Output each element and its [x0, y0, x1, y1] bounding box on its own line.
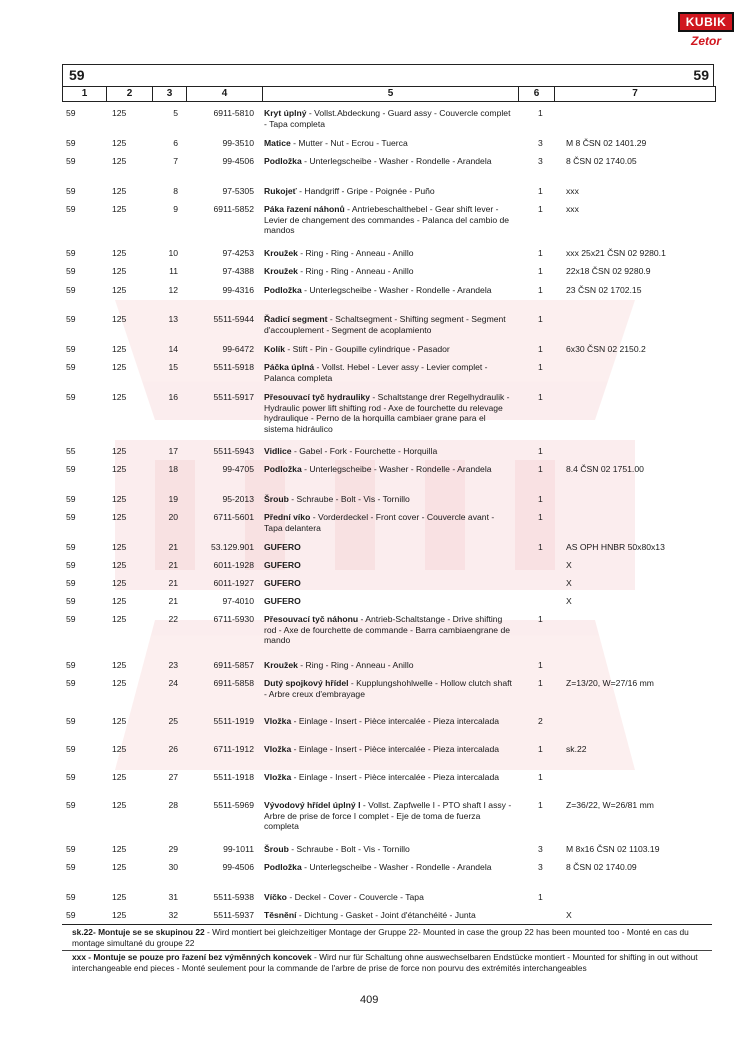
part-description: - Antrieb-Schaltstange - Drive shifting rod - Axe de fourchette de commande - Barra cambiaengrane de mando — [264, 614, 511, 645]
part-description: - Vollst. Hebel - Lever assy - Levier complet - Palanca completa — [264, 362, 488, 383]
kubik-logo-text: KUBIK — [678, 12, 734, 32]
part-name: Podložka — [264, 156, 302, 166]
description — [264, 716, 514, 727]
position-number: 20 — [168, 512, 178, 522]
description — [264, 204, 514, 236]
position-number: 19 — [168, 494, 178, 504]
part-description: - Antriebeschalthebel - Gear shift lever - Levier de changement des commandes - Palanca del cambio de mandos — [264, 204, 510, 235]
position-number: 6 — [173, 138, 178, 148]
part-name: Rukojeť — [264, 186, 297, 196]
part-name: Přesouvací tyč náhonu — [264, 614, 359, 624]
page-number: 409 — [360, 994, 379, 1006]
col2-value: 125 — [112, 910, 127, 920]
table-bottom-rule — [62, 924, 712, 925]
quantity: 1 — [538, 392, 543, 402]
part-number: 6911-5810 — [213, 108, 254, 118]
description — [264, 560, 514, 571]
col2-value: 125 — [112, 494, 127, 504]
position-number: 28 — [168, 800, 178, 810]
note: M 8x16 ČSN 02 1103.19 — [566, 844, 660, 854]
part-number: 6011-1927 — [213, 578, 254, 588]
col-header-5: 5 — [263, 87, 519, 101]
col-header-7: 7 — [632, 88, 638, 99]
part-number: 95-2013 — [222, 494, 254, 504]
note: X — [566, 560, 572, 570]
part-name: Víčko — [264, 892, 287, 902]
quantity: 1 — [538, 542, 543, 552]
col1-value: 59 — [66, 862, 76, 872]
footnote-sk22-text: - Wird montiert bei gleichzeitiger Montage der Gruppe 22- Mounted in case the group 22 has been mounted too - Monté en cas du montage simultané du groupe 22 — [72, 927, 689, 948]
part-number: 99-4506 — [222, 156, 254, 166]
col2-value: 125 — [112, 156, 127, 166]
col2-value: 125 — [112, 678, 127, 688]
position-number: 7 — [173, 156, 178, 166]
col2-value: 125 — [112, 512, 127, 522]
quantity: 1 — [538, 108, 543, 118]
description — [264, 614, 514, 646]
quantity: 1 — [538, 772, 543, 782]
part-name: Kolík — [264, 344, 286, 354]
description — [264, 362, 514, 383]
position-number: 18 — [168, 464, 178, 474]
description — [264, 862, 514, 873]
description — [264, 744, 514, 755]
part-number: 5511-5937 — [213, 910, 254, 920]
part-name: Kroužek — [264, 660, 298, 670]
description — [264, 578, 514, 589]
col1-value: 59 — [66, 266, 76, 276]
col2-value: 125 — [112, 186, 127, 196]
position-number: 12 — [168, 285, 178, 295]
part-description: - Unterlegscheibe - Washer - Rondelle - Arandela — [301, 862, 492, 872]
footnote-xxx — [72, 952, 712, 973]
col-header-1: 1 — [63, 87, 107, 101]
part-name: GUFERO — [264, 542, 301, 552]
part-number: 5511-5943 — [213, 446, 254, 456]
position-number: 24 — [168, 678, 178, 688]
col1-value: 59 — [66, 464, 76, 474]
part-name: Řadicí segment — [264, 314, 328, 324]
part-number: 99-6472 — [222, 344, 254, 354]
col2-value: 125 — [112, 362, 127, 372]
position-number: 32 — [168, 910, 178, 920]
position-number: 10 — [168, 248, 178, 258]
part-description: - Dichtung - Gasket - Joint d'étanchéité - Junta — [296, 910, 476, 920]
col-header-6: 6 — [519, 87, 555, 101]
col1-value: 59 — [66, 800, 76, 810]
part-number: 5511-5969 — [213, 800, 254, 810]
part-name: Podložka — [264, 285, 302, 295]
position-number: 21 — [168, 596, 178, 606]
note: xxx — [566, 186, 579, 196]
col2-value: 125 — [112, 614, 127, 624]
description — [264, 800, 514, 832]
quantity: 3 — [538, 862, 543, 872]
part-description: - Vorderdeckel - Front cover - Couvercle avant - Tapa delantera — [264, 512, 495, 533]
position-number: 25 — [168, 716, 178, 726]
col2-value: 125 — [112, 204, 127, 214]
col1-value: 59 — [66, 362, 76, 372]
description — [264, 392, 514, 434]
note: X — [566, 578, 572, 588]
part-description: - Ring - Ring - Anneau - Anillo — [297, 660, 414, 670]
position-number: 17 — [168, 446, 178, 456]
footnote-sk22 — [72, 927, 712, 948]
note: sk.22 — [566, 744, 587, 754]
description — [264, 892, 514, 903]
quantity: 1 — [538, 512, 543, 522]
position-number: 15 — [168, 362, 178, 372]
col1-value: 59 — [66, 494, 76, 504]
part-description: - Einlage - Insert - Pièce intercalée - Pieza intercalada — [291, 772, 500, 782]
quantity: 1 — [538, 344, 543, 354]
col1-value: 59 — [66, 614, 76, 624]
part-number: 97-5305 — [222, 186, 254, 196]
col1-value: 59 — [66, 910, 76, 920]
description — [264, 138, 514, 149]
description — [264, 186, 514, 197]
description — [264, 266, 514, 277]
part-name: Vývodový hřídel úplný I — [264, 800, 361, 810]
position-number: 21 — [168, 542, 178, 552]
note: 8.4 ČSN 02 1751.00 — [566, 464, 644, 474]
part-name: Kroužek — [264, 248, 298, 258]
quantity: 1 — [538, 494, 543, 504]
part-number: 99-1011 — [223, 844, 254, 854]
col1-value: 59 — [66, 716, 76, 726]
part-name: Přesouvací tyč hydrauliky — [264, 392, 371, 402]
part-number: 97-4253 — [222, 248, 254, 258]
part-description: - Mutter - Nut - Ecrou - Tuerca — [290, 138, 408, 148]
description — [264, 108, 514, 129]
col1-value: 55 — [66, 446, 76, 456]
description — [264, 464, 514, 475]
part-description: - Schraube - Bolt - Vis - Tornillo — [288, 844, 410, 854]
part-number: 99-4316 — [222, 285, 254, 295]
part-number: 6711-5930 — [213, 614, 254, 624]
note: M 8 ČSN 02 1401.29 — [566, 138, 647, 148]
part-description: - Schraube - Bolt - Vis - Tornillo — [288, 494, 410, 504]
part-name: Šroub — [264, 844, 289, 854]
quantity: 1 — [538, 892, 543, 902]
col2-value: 125 — [112, 446, 127, 456]
part-name: Páka řazení náhonů — [264, 204, 345, 214]
col2-value: 125 — [112, 862, 127, 872]
col2-value: 125 — [112, 772, 127, 782]
col2-value: 125 — [112, 108, 127, 118]
col1-value: 59 — [66, 248, 76, 258]
kubik-zetor-logo — [678, 12, 734, 60]
description — [264, 344, 514, 355]
part-description: - Stift - Pin - Goupille cylindrique - Pasador — [285, 344, 450, 354]
description — [264, 248, 514, 259]
col1-value: 59 — [66, 138, 76, 148]
quantity: 1 — [538, 266, 543, 276]
quantity: 1 — [538, 446, 543, 456]
description — [264, 512, 514, 533]
part-name: Matice — [264, 138, 291, 148]
note: xxx — [566, 204, 579, 214]
part-name: Těsnění — [264, 910, 297, 920]
position-number: 31 — [168, 892, 178, 902]
position-number: 23 — [168, 660, 178, 670]
part-number: 6911-5852 — [213, 204, 254, 214]
part-name: Podložka — [264, 464, 302, 474]
group-number-right: 59 — [693, 67, 709, 83]
quantity: 1 — [538, 660, 543, 670]
part-description: - Unterlegscheibe - Washer - Rondelle - Arandela — [301, 285, 492, 295]
col1-value: 59 — [66, 560, 76, 570]
part-description: - Schaltsegment - Shifting segment - Segment d'accouplement - Segment de acoplamiento — [264, 314, 506, 335]
col2-value: 125 — [112, 744, 127, 754]
part-description: - Unterlegscheibe - Washer - Rondelle - Arandela — [301, 464, 492, 474]
part-number: 97-4388 — [222, 266, 254, 276]
position-number: 21 — [168, 560, 178, 570]
col1-value: 59 — [66, 660, 76, 670]
quantity: 1 — [538, 362, 543, 372]
part-name: Šroub — [264, 494, 289, 504]
quantity: 1 — [538, 314, 543, 324]
quantity: 1 — [538, 248, 543, 258]
col2-value: 125 — [112, 542, 127, 552]
col2-value: 125 — [112, 248, 127, 258]
col1-value: 59 — [66, 314, 76, 324]
part-name: Kryt úplný — [264, 108, 307, 118]
col2-value: 125 — [112, 392, 127, 402]
footnote-xxx-text: - Wird nur für Schaltung ohne auswechselbaren Endstücke montiert - Mounted for shifting in out without interchangeable end pieces - Monté seulement pour la commande de l'arbre de prise de force non pourvu des extrémités interchangeables — [72, 952, 698, 973]
description — [264, 446, 514, 457]
note: X — [566, 596, 572, 606]
group-header — [62, 64, 714, 87]
col1-value: 59 — [66, 344, 76, 354]
part-number: 6911-5858 — [213, 678, 254, 688]
part-name: Přední víko — [264, 512, 311, 522]
note: X — [566, 910, 572, 920]
part-name: Kroužek — [264, 266, 298, 276]
col1-value: 59 — [66, 186, 76, 196]
part-number: 5511-5917 — [213, 392, 254, 402]
position-number: 5 — [173, 108, 178, 118]
position-number: 22 — [168, 614, 178, 624]
part-number: 97-4010 — [222, 596, 254, 606]
col1-value: 59 — [66, 596, 76, 606]
col1-value: 59 — [66, 772, 76, 782]
part-number: 5511-5944 — [213, 314, 254, 324]
part-description: - Ring - Ring - Anneau - Anillo — [297, 248, 414, 258]
col2-value: 125 — [112, 266, 127, 276]
description — [264, 910, 514, 921]
part-number: 6011-1928 — [213, 560, 254, 570]
note: Z=13/20, W=27/16 mm — [566, 678, 654, 688]
part-name: Podložka — [264, 862, 302, 872]
note: 8 ČSN 02 1740.09 — [566, 862, 637, 872]
col1-value: 59 — [66, 578, 76, 588]
col2-value: 125 — [112, 844, 127, 854]
quantity: 3 — [538, 156, 543, 166]
description — [264, 660, 514, 671]
col2-value: 125 — [112, 716, 127, 726]
note: 6x30 ČSN 02 2150.2 — [566, 344, 646, 354]
position-number: 16 — [168, 392, 178, 402]
col2-value: 125 — [112, 344, 127, 354]
position-number: 21 — [168, 578, 178, 588]
part-name: Vidlice — [264, 446, 292, 456]
quantity: 1 — [538, 744, 543, 754]
zetor-logo-text: Zetor — [691, 34, 721, 48]
col2-value: 125 — [112, 314, 127, 324]
part-name: Dutý spojkový hřídel — [264, 678, 349, 688]
part-description: - Unterlegscheibe - Washer - Rondelle - Arandela — [301, 156, 492, 166]
col-header-3: 3 — [153, 87, 187, 101]
col1-value: 59 — [66, 844, 76, 854]
col2-value: 125 — [112, 596, 127, 606]
part-description: - Handgriff - Gripe - Poignée - Puño — [296, 186, 435, 196]
part-description: - Schaltstange drer Regelhydraulik - Hydraulic power lift shifting rod - Axe de fourchette du relevage hydraulique - Perno de la horquilla cambiaer grane para el sistema hidráulico — [264, 392, 510, 434]
part-number: 5511-5918 — [213, 362, 254, 372]
part-number: 99-4506 — [222, 862, 254, 872]
part-number: 53.129.901 — [210, 542, 254, 552]
col1-value: 59 — [66, 204, 76, 214]
footnote-xxx-title: xxx - Montuje se pouze pro řazení bez výměnných koncovek — [72, 952, 312, 962]
quantity: 1 — [538, 464, 543, 474]
col2-value: 125 — [112, 464, 127, 474]
col1-value: 59 — [66, 892, 76, 902]
part-name: Vložka — [264, 716, 292, 726]
col1-value: 59 — [66, 678, 76, 688]
col1-value: 59 — [66, 108, 76, 118]
part-number: 6911-5857 — [213, 660, 254, 670]
description — [264, 772, 514, 783]
part-name: GUFERO — [264, 596, 301, 606]
position-number: 29 — [168, 844, 178, 854]
note: AS OPH HNBR 50x80x13 — [566, 542, 665, 552]
col1-value: 59 — [66, 156, 76, 166]
quantity: 2 — [538, 716, 543, 726]
part-name: Vložka — [264, 744, 292, 754]
part-description: - Vollst.Abdeckung - Guard assy - Couvercle complet - Tapa completa — [264, 108, 511, 129]
position-number: 14 — [168, 344, 178, 354]
part-name: Páčka úplná — [264, 362, 315, 372]
col2-value: 125 — [112, 892, 127, 902]
footnote-sk22-title: sk.22- Montuje se se skupinou 22 — [72, 927, 205, 937]
quantity: 1 — [538, 614, 543, 624]
column-header-row — [62, 86, 716, 102]
part-number: 5511-1919 — [213, 716, 254, 726]
part-description: - Einlage - Insert - Pièce intercalée - Pieza intercalada — [291, 716, 500, 726]
part-number: 5511-1918 — [213, 772, 254, 782]
quantity: 3 — [538, 138, 543, 148]
part-name: GUFERO — [264, 578, 301, 588]
group-number-left: 59 — [69, 67, 85, 83]
position-number: 8 — [173, 186, 178, 196]
part-number: 99-4705 — [222, 464, 254, 474]
description — [264, 596, 514, 607]
note: 8 ČSN 02 1740.05 — [566, 156, 637, 166]
quantity: 3 — [538, 844, 543, 854]
part-number: 6711-1912 — [213, 744, 254, 754]
note: xxx 25x21 ČSN 02 9280.1 — [566, 248, 666, 258]
position-number: 11 — [169, 266, 178, 276]
col1-value: 59 — [66, 285, 76, 295]
col2-value: 125 — [112, 578, 127, 588]
position-number: 27 — [168, 772, 178, 782]
note: 23 ČSN 02 1702.15 — [566, 285, 642, 295]
description — [264, 494, 514, 505]
quantity: 1 — [538, 204, 543, 214]
part-number: 6711-5601 — [213, 512, 254, 522]
col1-value: 59 — [66, 744, 76, 754]
description — [264, 542, 514, 553]
part-description: - Vollst. Zapfwelle I - PTO shaft I assy - Arbre de prise de force I complet - Eje de toma de fuerza completa — [264, 800, 512, 831]
position-number: 30 — [168, 862, 178, 872]
col2-value: 125 — [112, 800, 127, 810]
col1-value: 59 — [66, 392, 76, 402]
col2-value: 125 — [112, 560, 127, 570]
part-number: 99-3510 — [222, 138, 254, 148]
note: Z=36/22, W=26/81 mm — [566, 800, 654, 810]
quantity: 1 — [538, 186, 543, 196]
part-description: - Kupplungshohlwelle - Hollow clutch shaft - Arbre creux d'embrayage — [264, 678, 512, 699]
position-number: 9 — [173, 204, 178, 214]
description — [264, 156, 514, 167]
footnote-separator — [62, 950, 712, 951]
part-description: - Einlage - Insert - Pièce intercalée - Pieza intercalada — [291, 744, 500, 754]
description — [264, 285, 514, 296]
part-description: - Deckel - Cover - Couvercle - Tapa — [286, 892, 424, 902]
col1-value: 59 — [66, 542, 76, 552]
col-header-4: 4 — [187, 87, 263, 101]
part-name: GUFERO — [264, 560, 301, 570]
position-number: 26 — [168, 744, 178, 754]
part-description: - Gabel - Fork - Fourchette - Horquilla — [291, 446, 438, 456]
col2-value: 125 — [112, 138, 127, 148]
part-description: - Ring - Ring - Anneau - Anillo — [297, 266, 414, 276]
note: 22x18 ČSN 02 9280.9 — [566, 266, 651, 276]
part-name: Vložka — [264, 772, 292, 782]
description — [264, 844, 514, 855]
position-number: 13 — [168, 314, 178, 324]
col-header-2: 2 — [107, 87, 153, 101]
description — [264, 678, 514, 699]
col2-value: 125 — [112, 285, 127, 295]
part-number: 5511-5938 — [213, 892, 254, 902]
description — [264, 314, 514, 335]
quantity: 1 — [538, 678, 543, 688]
col1-value: 59 — [66, 512, 76, 522]
quantity: 1 — [538, 800, 543, 810]
col2-value: 125 — [112, 660, 127, 670]
quantity: 1 — [538, 285, 543, 295]
